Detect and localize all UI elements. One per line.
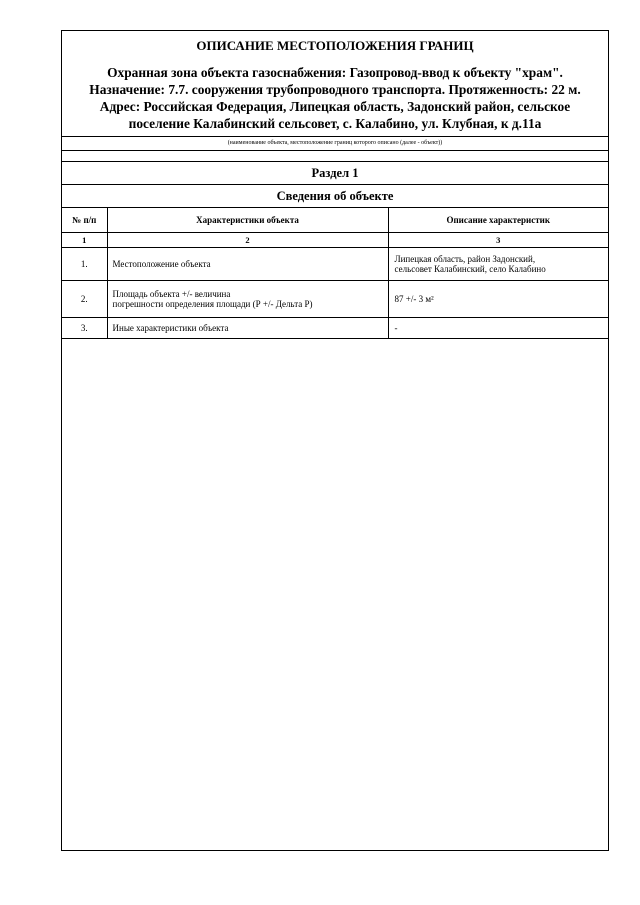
col-number: 2 bbox=[107, 233, 388, 248]
section-subtitle: Сведения об объекте bbox=[62, 185, 608, 208]
object-description bbox=[66, 64, 604, 132]
row-description-line: Липецкая область, район Задонский, bbox=[394, 254, 536, 264]
row-characteristic-line: погрешности определения площади (Р +/- Дельта Р) bbox=[112, 299, 313, 309]
object-caption-note: (наименование объекта, местоположение границ которого описано (далее - объект)) bbox=[62, 137, 608, 151]
row-characteristic bbox=[107, 281, 388, 318]
document-frame bbox=[61, 30, 609, 851]
col-header-characteristic: Характеристики объекта bbox=[107, 208, 388, 233]
object-line: Назначение: 7.7. сооружения трубопроводного транспорта. Протяженность: 22 м. bbox=[89, 82, 581, 97]
row-description-line: - bbox=[394, 323, 398, 333]
object-line: Охранная зона объекта газоснабжения: Газопровод-ввод к объекту "храм". bbox=[107, 65, 563, 80]
row-number: 1. bbox=[62, 248, 107, 281]
characteristics-table bbox=[62, 208, 608, 339]
row-description bbox=[388, 281, 608, 318]
row-number: 2. bbox=[62, 281, 107, 318]
row-characteristic-line: Местоположение объекта bbox=[112, 259, 211, 269]
column-number-row bbox=[62, 233, 608, 248]
table-row bbox=[62, 318, 608, 339]
col-number: 3 bbox=[388, 233, 608, 248]
row-characteristic-line: Иные характеристики объекта bbox=[112, 323, 229, 333]
row-number: 3. bbox=[62, 318, 107, 339]
document-title: ОПИСАНИЕ МЕСТОПОЛОЖЕНИЯ ГРАНИЦ bbox=[196, 38, 474, 53]
section-title: Раздел 1 bbox=[62, 162, 608, 185]
col-number: 1 bbox=[62, 233, 107, 248]
row-characteristic bbox=[107, 248, 388, 281]
document-header bbox=[62, 31, 608, 137]
row-description-line: сельсовет Калабинский, село Калабино bbox=[394, 264, 546, 274]
row-characteristic bbox=[107, 318, 388, 339]
row-description-line: 87 +/- 3 м² bbox=[394, 294, 434, 304]
table-header-row bbox=[62, 208, 608, 233]
object-line: Адрес: Российская Федерация, Липецкая область, Задонский район, сельское bbox=[99, 99, 571, 114]
object-line: поселение Калабинский сельсовет, с. Калабино, ул. Клубная, к д.11а bbox=[128, 116, 542, 131]
col-header-number: № п/п bbox=[62, 208, 107, 233]
table-row bbox=[62, 248, 608, 281]
row-characteristic-line: Площадь объекта +/- величина bbox=[112, 289, 231, 299]
row-description bbox=[388, 248, 608, 281]
col-header-description: Описание характеристик bbox=[388, 208, 608, 233]
table-row bbox=[62, 281, 608, 318]
row-description bbox=[388, 318, 608, 339]
spacer-row bbox=[62, 151, 608, 162]
